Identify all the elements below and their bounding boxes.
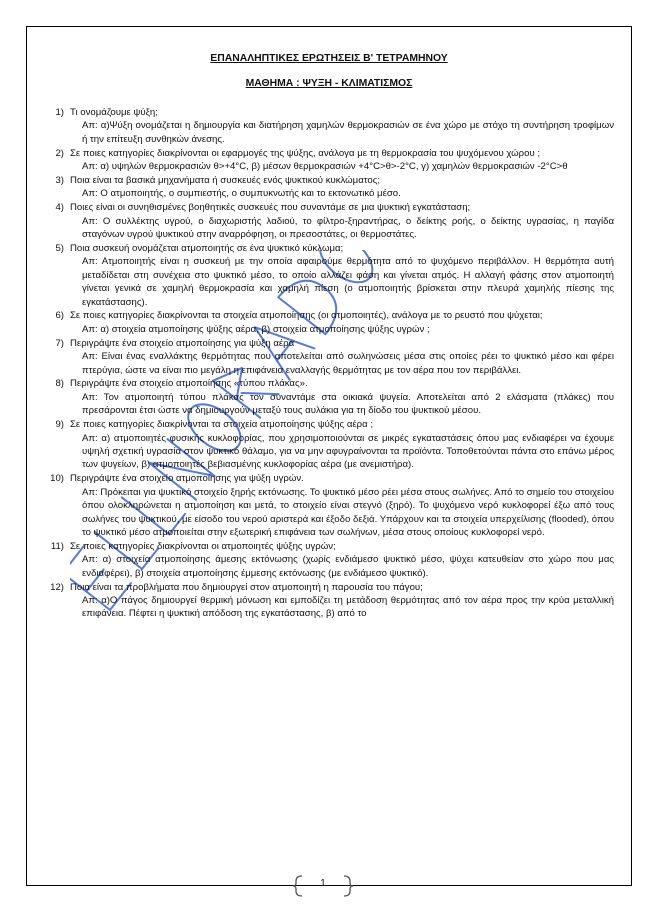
question-text: Σε ποιες κατηγορίες διακρίνονται οι εφαρμογές της ψύξης, ανάλογα με τη θερμοκρασία του ψυχόμενου χώρου ; bbox=[70, 147, 541, 159]
question-number: 5) bbox=[55, 242, 64, 254]
answer-text: Απ: Ο συλλέκτης υγρού, ο διαχωριστής λαδιού, το φίλτρο-ξηραντήρας, ο δείκτης ροής, ο δείκτης υγρασίας, η παγίδα σταγόνων υγρού ψυκτικού στην αναρρόφηση, οι πρεσοστάτες, οι θερμοστάτες. bbox=[82, 215, 614, 240]
question-text: Ποια συσκευή ονομάζεται ατμοποιητής σε ένα ψυκτικό κύκλωμα; bbox=[70, 242, 344, 254]
question-text: Ποια είναι τα βασικά μηχανήματα ή συσκευές ενός ψυκτικού κυκλώματος; bbox=[70, 174, 381, 186]
question-number: 4) bbox=[55, 202, 64, 214]
answer-text: Απ: α) ατμοποιητές φυσικής κυκλοφορίας, που χρησιμοποιούνται σε μικρές εγκαταστάσεις όπου μας ενδιαφέρει να έχουμε υψηλή σχετική υγρασία στον ψυκτικό θάλαμο, για να μην αφυγραίνονται τα προϊόντα. Τοποθετούνται πάντα στο επάνω μέρος των ψυγείων, β) ατμοποιητές βεβιασμένης κυκλοφορίας αέρα (με ανεμιστήρα). bbox=[82, 432, 614, 471]
question-text: Σε ποιες κατηγορίες διακρίνονται τα στοιχεία ατμοποίησης ψύξης αέρα ; bbox=[70, 419, 373, 431]
question-item bbox=[44, 337, 614, 377]
answer-text: Απ: Ατμοποιητής είναι η συσκευή με την οποία αφαιρούμε θερμότητα από το ψυχόμενο περιβάλλον. Η θερμότητα αυτή μεταδίδεται στη συνέχεια στο ψυκτικό μέσο, το οποίο αλλάζει φάση και γίνεται ατμός. Η αλλαγή φάσης στον ατμοποιητή γίνεται γενικά σε χαμηλή θερμοκρασία και χαμηλή πίεση (ο ατμοποιητής βρίσκεται στην πλευρά χαμηλής πίεσης της εγκατάστασης). bbox=[82, 256, 614, 308]
question-number: 9) bbox=[55, 419, 64, 431]
answer-text: Απ: Τον ατμοποιητή τύπου πλάκας τον συναντάμε στα οικιακά ψυγεία. Αποτελείται από 2 ελάσματα (πλάκες) που πρεσάρονται έτσι ώστε να δημιουργούν μεταξύ τους αυλάκια για τη δίοδο του ψυκτικού μέσου. bbox=[82, 391, 614, 417]
question-item bbox=[44, 540, 614, 580]
question-item bbox=[44, 147, 614, 174]
answer-text: Απ: α) στοιχεία ατμοποίησης άμεσης εκτόνωσης (χωρίς ενδιάμεσο ψυκτικό μέσο, ψύχει κατευθείαν στο χώρο που μας ενδιαφέρει), β) στοιχεία ατμοποίησης έμμεσης εκτόνωσης (με ενδιάμεσο ψυκτικό). bbox=[82, 554, 614, 579]
question-text: Τι ονομάζουμε ψύξη; bbox=[70, 106, 158, 118]
question-item bbox=[44, 581, 614, 621]
document-content bbox=[44, 52, 614, 621]
question-item bbox=[44, 418, 614, 472]
question-item bbox=[44, 174, 614, 201]
question-text: Ποια είναι τα προβλήματα που δημιουργεί στον ατμοποιητή η παρουσία του πάγου; bbox=[70, 581, 423, 593]
question-item bbox=[44, 377, 614, 417]
answer-text: Απ: Είναι ένας εναλλάκτης θερμότητας που αποτελείται από σωληνώσεις μέσα στις οποίες ρέει το ψυκτικό μέσο και φέρει πτερύγια, ώστε να είναι πιο μεγάλη η επιφάνεια εναλλαγής θερμότητας με τον αέρα που τον περιβάλλει. bbox=[82, 351, 614, 376]
question-number: 1) bbox=[55, 106, 64, 118]
question-text: Σε ποιες κατηγορίες διακρίνονται οι ατμοποιητές ψύξης υγρών; bbox=[70, 540, 336, 552]
answer-text: Απ: α) υψηλών θερμοκρασιών θ>+4°C, β) μέσων θερμοκρασιών +4°C>θ>-2°C, γ) χαμηλών θερμοκρασιών -2°C>θ bbox=[82, 160, 568, 172]
question-text: Περιγράψτε ένα στοιχείο ατμοποίησης για ψύξη αέρα bbox=[70, 337, 295, 349]
page-footer bbox=[292, 874, 354, 898]
question-number: 3) bbox=[55, 174, 64, 186]
question-number: 7) bbox=[55, 337, 64, 349]
document-subject: ΜΑΘΗΜΑ : ΨΥΞΗ - ΚΛΙΜΑΤΙΣΜΟΣ bbox=[245, 78, 413, 90]
question-number: 12) bbox=[50, 581, 64, 593]
question-number: 10) bbox=[50, 473, 64, 485]
question-item bbox=[44, 106, 614, 146]
question-text: Περιγράψτε ένα στοιχείο ατμοποίησης «τύπου πλάκας». bbox=[70, 378, 308, 390]
question-text: Ποιες είναι οι συνηθισμένες βοηθητικές συσκευές που συναντάμε σε μια ψυκτική εγκατάσταση; bbox=[70, 202, 471, 214]
question-text: Σε ποιες κατηγορίες διακρίνονται τα στοιχεία ατμοποίησης (οι ατμοποιητές), ανάλογα με το ρευστό που ψύχεται; bbox=[70, 310, 543, 322]
answer-text: Απ: α)Ψύξη ονομάζεται η δημιουργία και διατήρηση χαμηλών θερμοκρασιών σε ένα χώρο με στόχο τη συντήρηση τροφίμων ή την επίτευξη συνθηκών άνεσης. bbox=[82, 120, 614, 145]
question-number: 6) bbox=[55, 310, 64, 322]
answer-text: Απ: Πρόκειται για ψυκτικό στοιχείο ξηρής εκτόνωσης. Το ψυκτικό μέσο ρέει μέσα στους σωλήνες. Από το σημείο του στοιχείου όπου ολοκληρώνεται η ατμοποίηση και μετά, το στοιχείο είναι στεγνό (ξηρό). Το ψυχόμενο νερό κυκλοφορεί έξω από τους σωλήνες του ψυκτικού, με είσοδο του νερού αριστερά και έξοδο δεξιά. Υπάρχουν και τα στοιχεία υπερχείλισης (flooded), όπου το ψυκτικό μέσο ατμοποιείται στην εξωτερική επιφάνεια των σωλήνων, μέσα στους οποίους κυκλοφορεί νερό. bbox=[82, 486, 615, 538]
question-number: 8) bbox=[55, 378, 64, 390]
document-title: ΕΠΑΝΑΛΗΠΤΙΚΕΣ ΕΡΩΤΗΣΕΙΣ Β' ΤΕΤΡΑΜΗΝΟΥ bbox=[210, 53, 448, 64]
question-item bbox=[44, 201, 614, 241]
answer-text: Απ: α) στοιχεία ατμοποίησης ψύξης αέρα, β) στοιχεία ατμοποίησης ψύξης υγρών ; bbox=[82, 323, 430, 335]
page-number: 1 bbox=[320, 878, 326, 889]
answer-text: Απ: Ο ατμοποιητής, ο συμπιεστής, ο συμπυκνωτής και το εκτονωτικό μέσο. bbox=[82, 188, 401, 200]
question-item bbox=[44, 309, 614, 336]
question-number: 2) bbox=[55, 147, 64, 159]
question-item bbox=[44, 242, 614, 309]
answer-text: Απ: α)Ο πάγος δημιουργεί θερμική μόνωση και εμποδίζει τη μετάδοση θερμότητας από τον αέρα προς την κρύα μεταλλική επιφάνεια. Πέφτει η ψυκτική απόδοση της εγκατάστασης, β) από το bbox=[82, 594, 614, 620]
question-text: Περιγράψτε ένα στοιχείο ατμοποίησης για ψύξη υγρών. bbox=[70, 473, 304, 485]
question-number: 11) bbox=[50, 540, 64, 552]
question-item bbox=[44, 472, 614, 539]
